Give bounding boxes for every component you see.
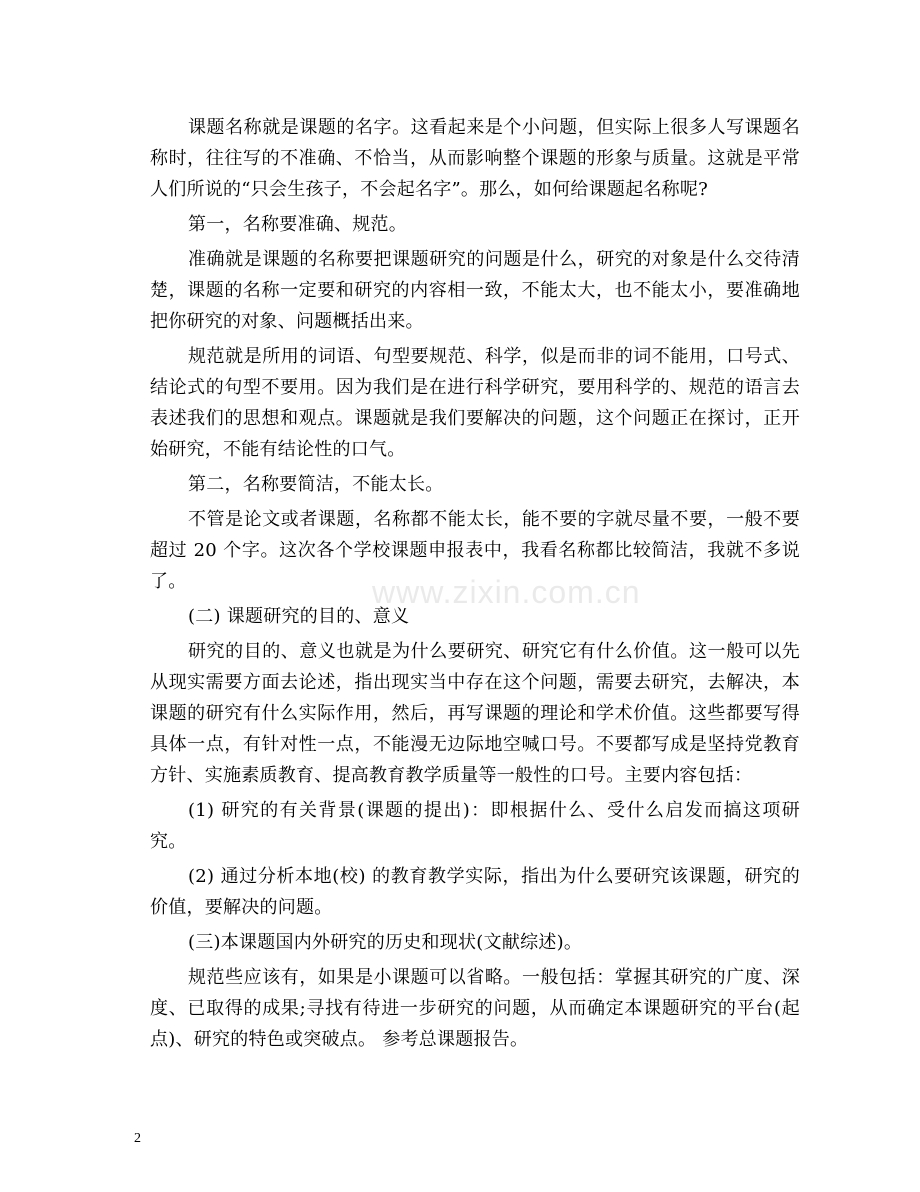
paragraph: 第二，名称要简洁，不能太长。 — [188, 474, 444, 495]
paragraph: 规范些应该有，如果是小课题可以省略。一般包括：掌握其研究的广度、深度、已取得的成果;寻找有待进一步研究的问题，从而确定本课题研究的平台(起点)、研究的特色或突破点。 参考总课题报告。 — [150, 967, 800, 1050]
section-heading: (三)本课题国内外研究的历史和现状(文献综述)。 — [188, 932, 583, 953]
paragraph: 课题名称就是课题的名字。这看起来是个小问题，但实际上很多人写课题名称时，往往写的不准确、不恰当，从而影响整个课题的形象与质量。这就是平常人们所说的“只会生孩子，不会起名字”。那么，如何给课题起名称呢? — [150, 117, 800, 200]
section-heading: (二) 课题研究的目的、意义 — [188, 606, 410, 627]
page-number: 2 — [134, 1131, 141, 1146]
list-item: (2) 通过分析本地(校) 的教育教学实际，指出为什么要研究该课题，研究的价值，要解决的问题。 — [150, 866, 800, 918]
list-item: (1) 研究的有关背景(课题的提出)：即根据什么、受什么启发而搞这项研究。 — [150, 800, 800, 852]
paragraph: 准确就是课题的名称要把课题研究的问题是什么，研究的对象是什么交待清楚，课题的名称一定要和研究的内容相一致，不能太大，也不能太小，要准确地把你研究的对象、问题概括出来。 — [150, 249, 800, 332]
paragraph: 研究的目的、意义也就是为什么要研究、研究它有什么价值。这一般可以先从现实需要方面去论述，指出现实当中存在这个问题，需要去研究，去解决，本课题的研究有什么实际作用，然后，再写课题的理论和学术价值。这些都要写得具体一点，有针对性一点，不能漫无边际地空喊口号。不要都写成是坚持党教育方针、实施素质教育、提高教育教学质量等一般性的口号。主要内容包括： — [150, 641, 800, 786]
paragraph: 第一，名称要准确、规范。 — [188, 214, 407, 235]
paragraph: 规范就是所用的词语、句型要规范、科学，似是而非的词不能用，口号式、结论式的句型不要用。因为我们是在进行科学研究，要用科学的、规范的语言去表述我们的思想和观点。课题就是我们要解决的问题，这个问题正在探讨，正开始研究，不能有结论性的口气。 — [150, 346, 800, 460]
watermark: www.zixin.com.cn — [372, 574, 641, 610]
paragraph: 不管是论文或者课题，名称都不能太长，能不要的字就尽量不要，一般不要超过 20 个字。这次各个学校课题申报表中，我看名称都比较简洁，我就不多说了。 — [150, 509, 800, 592]
